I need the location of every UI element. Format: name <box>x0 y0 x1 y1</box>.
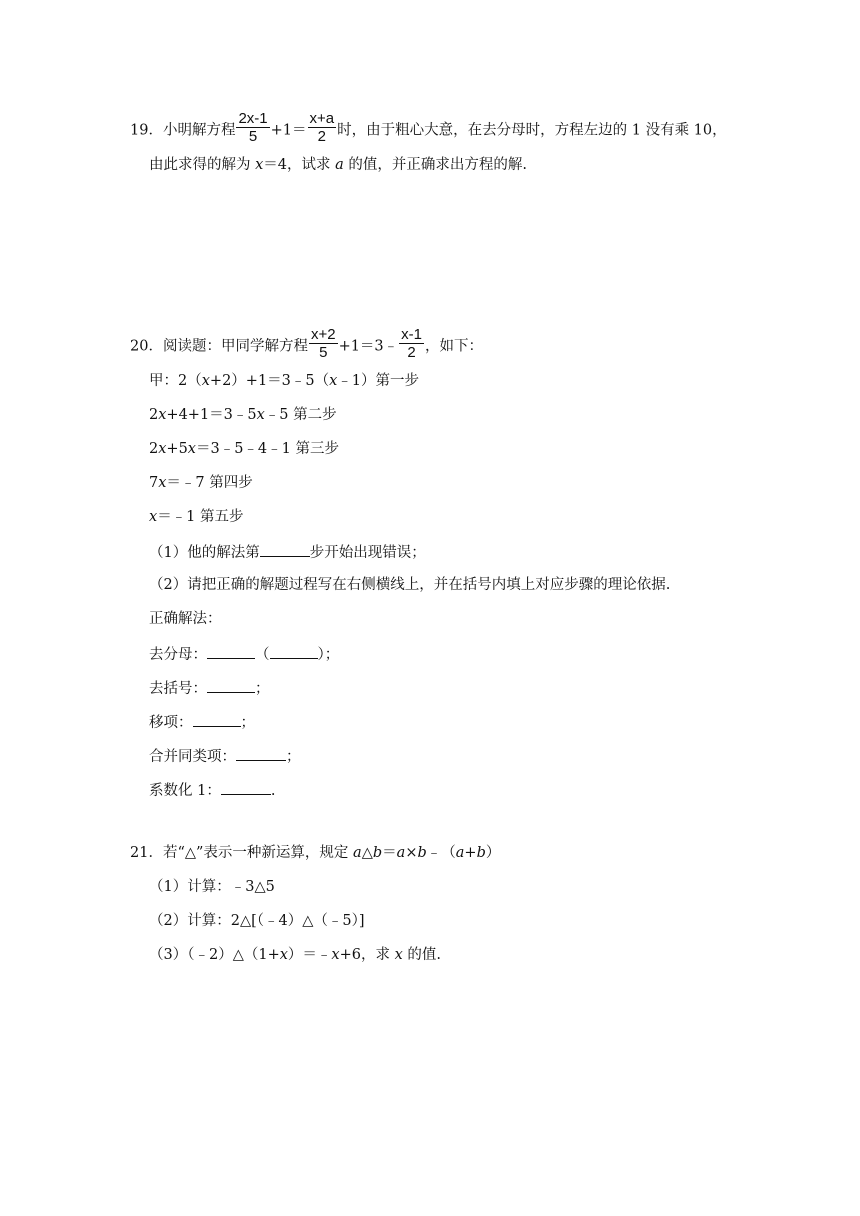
q19-line1 <box>130 110 727 148</box>
q20-brackets-b: ； <box>255 681 270 697</box>
q20-s1-x1: x <box>201 373 210 389</box>
q20-coef-b: . <box>270 783 276 799</box>
q20-move-blank[interactable] <box>193 711 241 727</box>
q20-fraction-2-denominator: 2 <box>407 344 416 361</box>
q20-s2-c: ﹣5 第二步 <box>264 407 337 423</box>
q19-number: 19． <box>130 122 163 139</box>
q20-text-3: ，如下： <box>425 338 484 355</box>
q20-denominator-line <box>149 643 339 665</box>
q19-fraction-1-denominator: 5 <box>248 128 258 145</box>
q21-p3-a: （3）（﹣2）△（1+ <box>149 947 280 963</box>
q20-s1-c: ﹣1）第一步 <box>337 373 420 389</box>
q21-line1 <box>130 843 500 863</box>
q20-correct-text: 正确解法： <box>149 611 222 627</box>
q19-line2 <box>149 155 527 175</box>
q21-triangle-operator: △ <box>361 845 373 861</box>
q20-brackets-a: 去括号： <box>149 681 207 697</box>
q21-part-3 <box>149 945 441 965</box>
q20-step-5 <box>149 507 244 527</box>
q20-denom-c: ）； <box>317 647 340 663</box>
q20-brackets-line <box>149 677 270 699</box>
q20-coef-blank[interactable] <box>221 779 271 795</box>
q20-s1-b: +2）+1＝3﹣5（ <box>209 373 330 389</box>
q20-combine-blank[interactable] <box>236 745 286 761</box>
q20-s3-a: 2 <box>149 441 159 457</box>
q20-denom-b: （ <box>255 647 270 663</box>
q19-fraction-2 <box>308 110 337 145</box>
q20-step-4 <box>149 473 253 493</box>
q20-step-3 <box>149 439 339 459</box>
q20-move-b: ； <box>240 715 255 731</box>
q19-fraction-1-numerator: 2x-1 <box>238 110 268 127</box>
q21-p3-x3: x <box>394 947 403 963</box>
q20-correct-label <box>149 609 222 629</box>
q19-text-1: 小明解方程 <box>162 122 236 139</box>
q19-l2-var-a: a <box>335 157 344 173</box>
q20-part-2 <box>149 575 670 595</box>
q19-l2-text-b: ＝4，试求 <box>263 157 336 173</box>
q21-plus: + <box>464 845 477 861</box>
q21-p3-c: +6，求 <box>339 947 395 963</box>
q21-p3-d: 的值. <box>402 947 441 963</box>
q20-number: 20． <box>130 338 163 355</box>
q20-fraction-2-numerator: x-1 <box>401 326 423 343</box>
q20-p1-b: 步开始出现错误； <box>309 545 426 561</box>
q21-b1: b <box>372 845 383 861</box>
q20-s1-a: 甲：2（ <box>149 373 202 389</box>
q20-combine-b: ； <box>286 749 301 765</box>
q19-fraction-2-denominator: 2 <box>317 128 326 145</box>
q20-line1 <box>130 326 484 364</box>
q20-p1-a: （1）他的解法第 <box>149 545 260 561</box>
q20-s3-x2: x <box>187 441 196 457</box>
q21-b2: b <box>417 845 427 861</box>
q20-denom-blank-2[interactable] <box>270 643 318 659</box>
q20-step-2 <box>149 405 337 425</box>
q20-s2-x2: x <box>256 407 265 423</box>
q20-s2-x1: x <box>158 407 167 423</box>
q20-s4-b: ＝﹣7 第四步 <box>166 475 253 491</box>
q20-s5-x: x <box>149 509 158 525</box>
q21-part-1 <box>149 877 275 897</box>
q20-denom-blank-1[interactable] <box>207 643 255 659</box>
q19-text-3: 时，由于粗心大意，在去分母时，方程左边的 1 没有乘 10， <box>337 122 727 139</box>
q20-step-1 <box>149 371 419 391</box>
q20-fraction-1-numerator: x+2 <box>310 326 336 343</box>
q20-p2-text: （2）请把正确的解题过程写在右侧横线上，并在括号内填上对应步骤的理论依据. <box>149 577 671 593</box>
q21-close-paren: ） <box>485 845 501 861</box>
q20-s4-a: 7 <box>149 475 159 491</box>
q21-p3-x2: x <box>331 947 340 963</box>
q19-fraction-2-numerator: x+a <box>309 110 335 127</box>
q20-combine-line <box>149 745 301 767</box>
q20-s1-x2: x <box>329 373 338 389</box>
q21-b3: b <box>476 845 486 861</box>
q20-text-2: +1＝3﹣ <box>338 338 399 355</box>
q20-s4-x: x <box>158 475 167 491</box>
q21-p3-b: ）＝﹣ <box>287 947 332 963</box>
q21-part-2 <box>149 911 365 931</box>
q19-l2-text-c: 的值，并正确求出方程的解. <box>343 157 528 173</box>
q20-fraction-2 <box>399 326 424 361</box>
q21-p2-text: （2）计算：2△[（﹣4）△（﹣5）] <box>149 913 365 929</box>
q20-fraction-1-denominator: 5 <box>319 344 328 361</box>
q20-text-1: 阅读题：甲同学解方程 <box>162 338 308 355</box>
q20-denom-a: 去分母： <box>149 647 207 663</box>
q20-s5-b: ＝﹣1 第五步 <box>157 509 244 525</box>
q21-equals: ＝ <box>382 845 397 861</box>
q20-fraction-1 <box>309 326 338 361</box>
q21-times: × <box>405 845 418 861</box>
q21-minus: ﹣（ <box>426 845 456 861</box>
q19-l2-text-a: 由此求得的解为 <box>149 157 256 173</box>
q21-a1: a <box>353 845 362 861</box>
q20-part-1 <box>149 541 426 563</box>
q20-move-a: 移项： <box>149 715 193 731</box>
q21-text-1: 若“△”表示一种新运算，规定 <box>162 845 354 861</box>
q21-p3-x1: x <box>279 947 288 963</box>
q20-s2-a: 2 <box>149 407 159 423</box>
q20-coef-a: 系数化 1： <box>149 783 221 799</box>
q20-s3-b: +5 <box>166 441 188 457</box>
q20-combine-a: 合并同类项： <box>149 749 236 765</box>
q20-p1-blank[interactable] <box>260 541 310 557</box>
q19-fraction-1 <box>236 110 269 145</box>
q21-number: 21． <box>130 845 163 861</box>
q21-a2: a <box>396 845 406 861</box>
q19-text-2: +1＝ <box>270 122 307 139</box>
q20-s3-x1: x <box>158 441 167 457</box>
q21-a3: a <box>455 845 465 861</box>
q20-coefficient-line <box>149 779 275 801</box>
q19-l2-var-x: x <box>255 157 264 173</box>
q20-brackets-blank[interactable] <box>207 677 255 693</box>
q21-p1-text: （1）计算：﹣3△5 <box>149 879 275 895</box>
q20-s2-b: +4+1＝3﹣5 <box>166 407 257 423</box>
q20-s3-c: ＝3﹣5﹣4﹣1 第三步 <box>195 441 339 457</box>
q20-move-line <box>149 711 255 733</box>
